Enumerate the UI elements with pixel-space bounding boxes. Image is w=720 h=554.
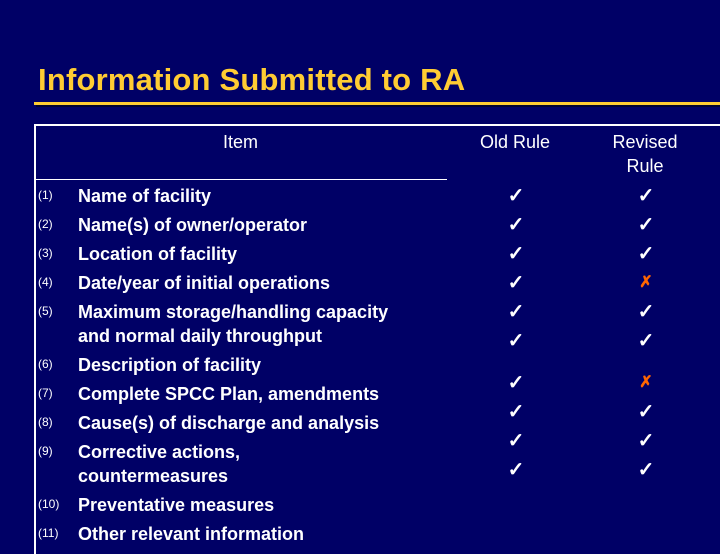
old-rule-check-icon: ✓	[507, 372, 525, 394]
title-divider	[34, 102, 720, 105]
page-title: Information Submitted to RA	[38, 62, 466, 97]
old-rule-check-icon: ✓	[507, 214, 525, 236]
old-rule-check-icon: ✓	[507, 430, 525, 452]
item-text: Date/year of initial operations	[78, 273, 331, 293]
revised-rule-check-icon: ✓	[637, 459, 655, 481]
revised-rule-cross-icon: ✗	[639, 374, 653, 391]
column-header-item: Item	[222, 132, 258, 152]
old-rule-check-icon: ✓	[507, 185, 525, 207]
item-text: Location of facility	[78, 244, 238, 264]
row-number: (2)	[38, 217, 53, 231]
old-rule-check-icon: ✓	[507, 459, 525, 481]
row-number: (7)	[38, 386, 53, 400]
row-number: (5)	[38, 304, 53, 318]
old-rule-check-icon: ✓	[507, 243, 525, 265]
item-text: Corrective actions, countermeasures	[78, 442, 241, 486]
item-text: Other relevant information	[78, 524, 305, 544]
revised-rule-check-icon: ✓	[637, 243, 655, 265]
revised-rule-check-icon: ✓	[637, 185, 655, 207]
row-number: (8)	[38, 415, 53, 429]
item-text: Name of facility	[78, 186, 212, 206]
revised-rule-cross-icon: ✗	[639, 274, 653, 291]
row-number: (10)	[38, 497, 60, 511]
row-number: (9)	[38, 444, 53, 458]
revised-rule-check-icon: ✓	[637, 214, 655, 236]
item-text: Preventative measures	[78, 495, 275, 515]
old-rule-check-icon: ✓	[507, 272, 525, 294]
item-text: Description of facility	[78, 355, 262, 375]
row-number: (4)	[38, 275, 53, 289]
revised-rule-check-icon: ✓	[637, 430, 655, 452]
row-number: (11)	[38, 526, 59, 540]
old-rule-check-icon: ✓	[507, 401, 525, 423]
row-number: (6)	[38, 357, 53, 371]
row-number: (1)	[38, 188, 53, 202]
item-text: Complete SPCC Plan, amendments	[78, 384, 380, 404]
item-text: Cause(s) of discharge and analysis	[78, 413, 380, 433]
revised-rule-check-icon: ✓	[637, 401, 655, 423]
column-header-old-rule: Old Rule	[479, 132, 551, 152]
row-number: (3)	[38, 246, 53, 260]
old-rule-check-icon: ✓	[507, 301, 525, 323]
item-text: Maximum storage/handling capacity and normal daily throughput	[78, 302, 389, 346]
old-rule-check-icon: ✓	[507, 330, 525, 352]
item-text: Name(s) of owner/operator	[78, 215, 308, 235]
header-divider	[34, 179, 447, 180]
revised-rule-check-icon: ✓	[637, 301, 655, 323]
column-header-revised-rule: Revised Rule	[612, 132, 678, 176]
revised-rule-check-icon: ✓	[637, 330, 655, 352]
